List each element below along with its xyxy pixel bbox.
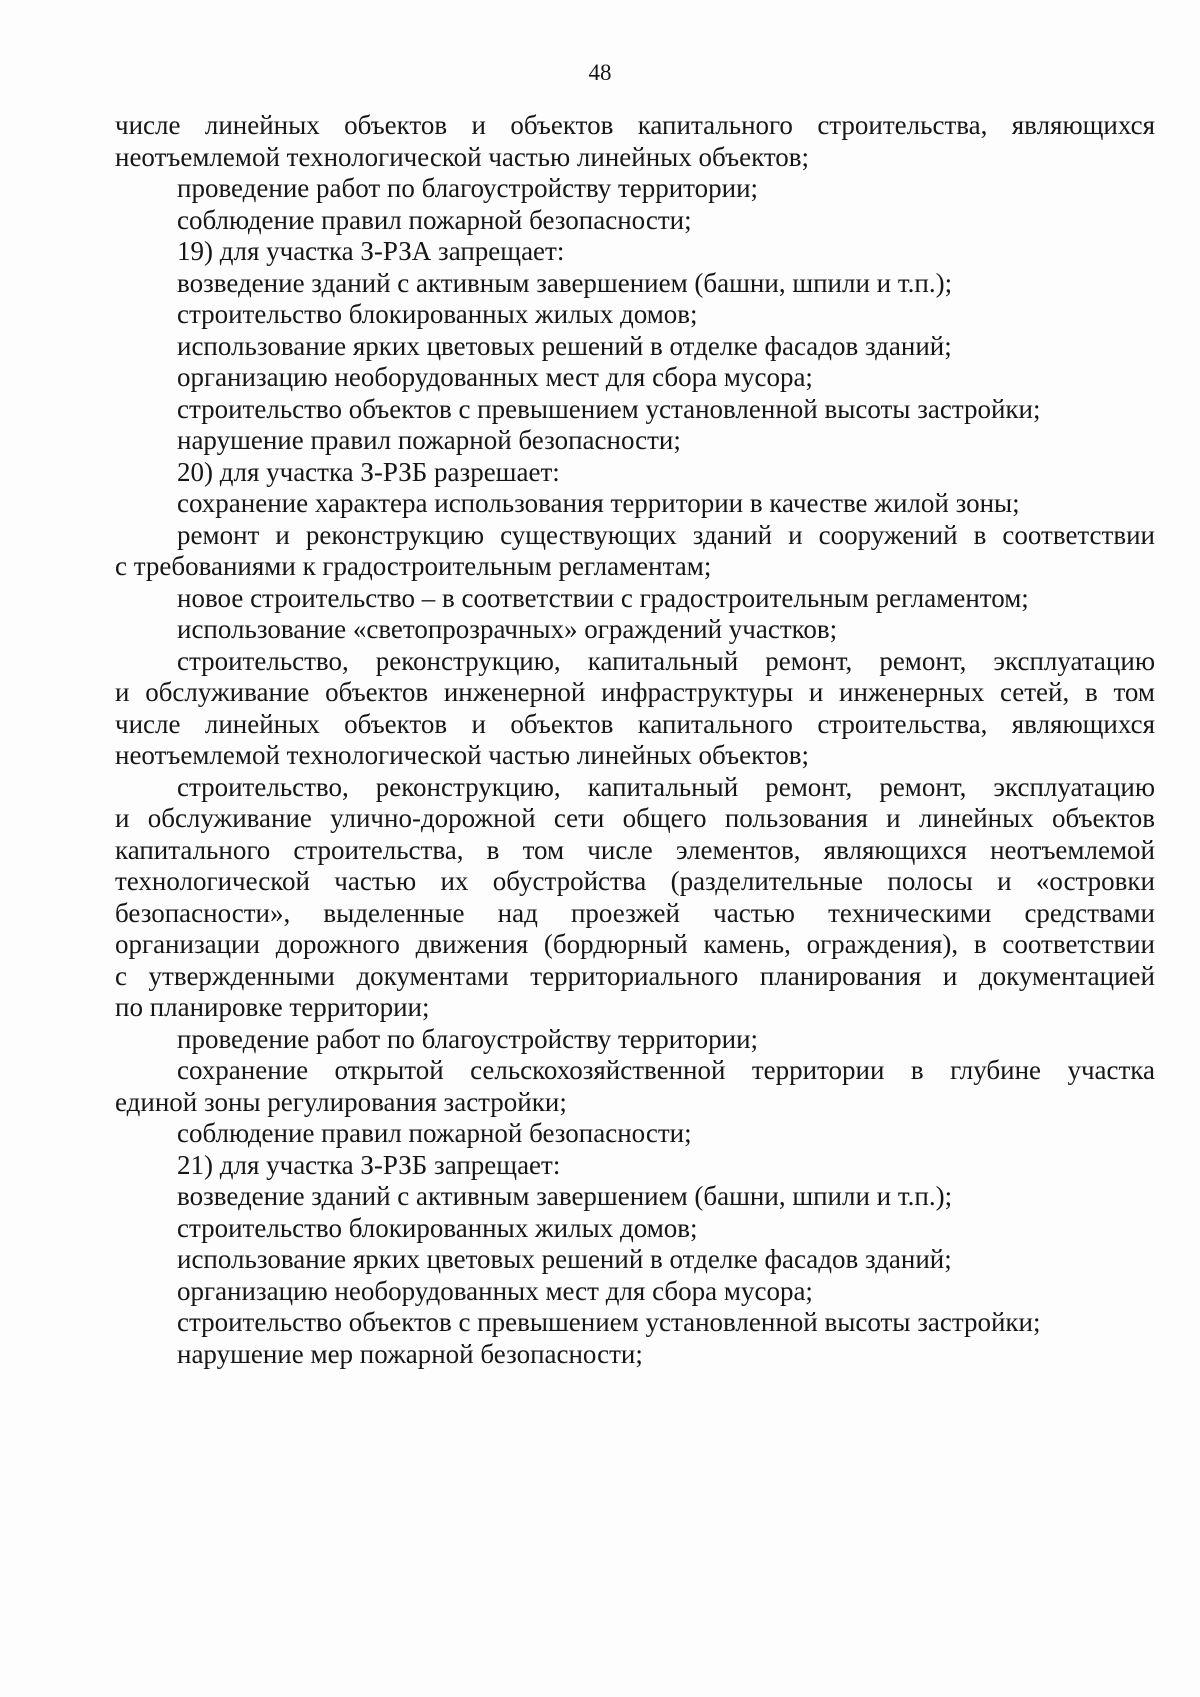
text-line: единой зоны регулирования застройки; xyxy=(115,1086,567,1117)
text-line: безопасности», выделенные над проезжей частью техническими средствами xyxy=(115,897,1155,928)
text-line: с утвержденными документами территориального планирования и документацией xyxy=(115,960,1155,991)
text-line: числе линейных объектов и объектов капитального строительства, являющихся xyxy=(115,110,1155,140)
text-line: и обслуживание объектов инженерной инфраструктуры и инженерных сетей, в том xyxy=(115,677,1155,707)
document-body xyxy=(115,110,1155,1370)
text-line: нарушение мер пожарной безопасности; xyxy=(177,1338,643,1369)
text-line: организацию необорудованных мест для сбора мусора; xyxy=(177,362,813,392)
text-line: 21) для участка З-РЗБ запрещает: xyxy=(177,1149,561,1180)
text-line: неотъемлемой технологической частью линейных объектов; xyxy=(115,141,810,172)
text-line: строительство блокированных жилых домов; xyxy=(177,1212,698,1243)
text-line: сохранение характера использования территории в качестве жилой зоны; xyxy=(177,488,1020,518)
text-line: организацию необорудованных мест для сбора мусора; xyxy=(177,1275,813,1306)
page-number: 48 xyxy=(588,60,612,85)
text-line: нарушение правил пожарной безопасности; xyxy=(177,425,681,455)
text-line: неотъемлемой технологической частью линейных объектов; xyxy=(115,740,810,770)
text-line: использование «светопрозрачных» ограждений участков; xyxy=(177,614,838,644)
text-line: технологической частью их обустройства (разделительные полосы и «островки xyxy=(115,866,1155,896)
text-line: сохранение открытой сельскохозяйственной территории в глубине участка xyxy=(177,1055,1155,1085)
text-line: новое строительство – в соответствии с градостроительным регламентом; xyxy=(177,582,1029,613)
text-line: возведение зданий с активным завершением (башни, шпили и т.п.); xyxy=(177,267,953,298)
text-line: возведение зданий с активным завершением (башни, шпили и т.п.); xyxy=(177,1181,953,1211)
text-line: соблюдение правил пожарной безопасности; xyxy=(177,1118,692,1148)
text-line: проведение работ по благоустройству территории; xyxy=(177,1023,759,1054)
text-line: использование ярких цветовых решений в отделке фасадов зданий; xyxy=(177,330,952,361)
text-line: строительство объектов с превышением установленной высоты застройки; xyxy=(177,1307,1041,1337)
text-line: 20) для участка З-РЗБ разрешает: xyxy=(177,456,560,487)
text-line: с требованиями к градостроительным регламентам; xyxy=(115,551,712,581)
text-line: соблюдение правил пожарной безопасности; xyxy=(177,204,692,235)
text-line: проведение работ по благоустройству территории; xyxy=(177,173,759,203)
text-line: строительство объектов с превышением установленной высоты застройки; xyxy=(177,393,1041,424)
text-line: организации дорожного движения (бордюрный камень, ограждения), в соответствии xyxy=(115,929,1155,959)
text-line: 19) для участка З-РЗА запрещает: xyxy=(177,236,565,266)
text-line: по планировке территории; xyxy=(115,992,430,1022)
text-line: использование ярких цветовых решений в отделке фасадов зданий; xyxy=(177,1244,952,1274)
text-line: и обслуживание улично-дорожной сети общего пользования и линейных объектов xyxy=(115,803,1155,833)
text-line: ремонт и реконструкцию существующих зданий и сооружений в соответствии xyxy=(177,519,1155,550)
text-line: капитального строительства, в том числе элементов, являющихся неотъемлемой xyxy=(115,834,1155,865)
text-line: строительство, реконструкцию, капитальный ремонт, ремонт, эксплуатацию xyxy=(177,645,1155,676)
text-line: числе линейных объектов и объектов капитального строительства, являющихся xyxy=(115,708,1155,739)
text-line: строительство, реконструкцию, капитальный ремонт, ремонт, эксплуатацию xyxy=(177,771,1155,802)
text-line: строительство блокированных жилых домов; xyxy=(177,299,698,329)
